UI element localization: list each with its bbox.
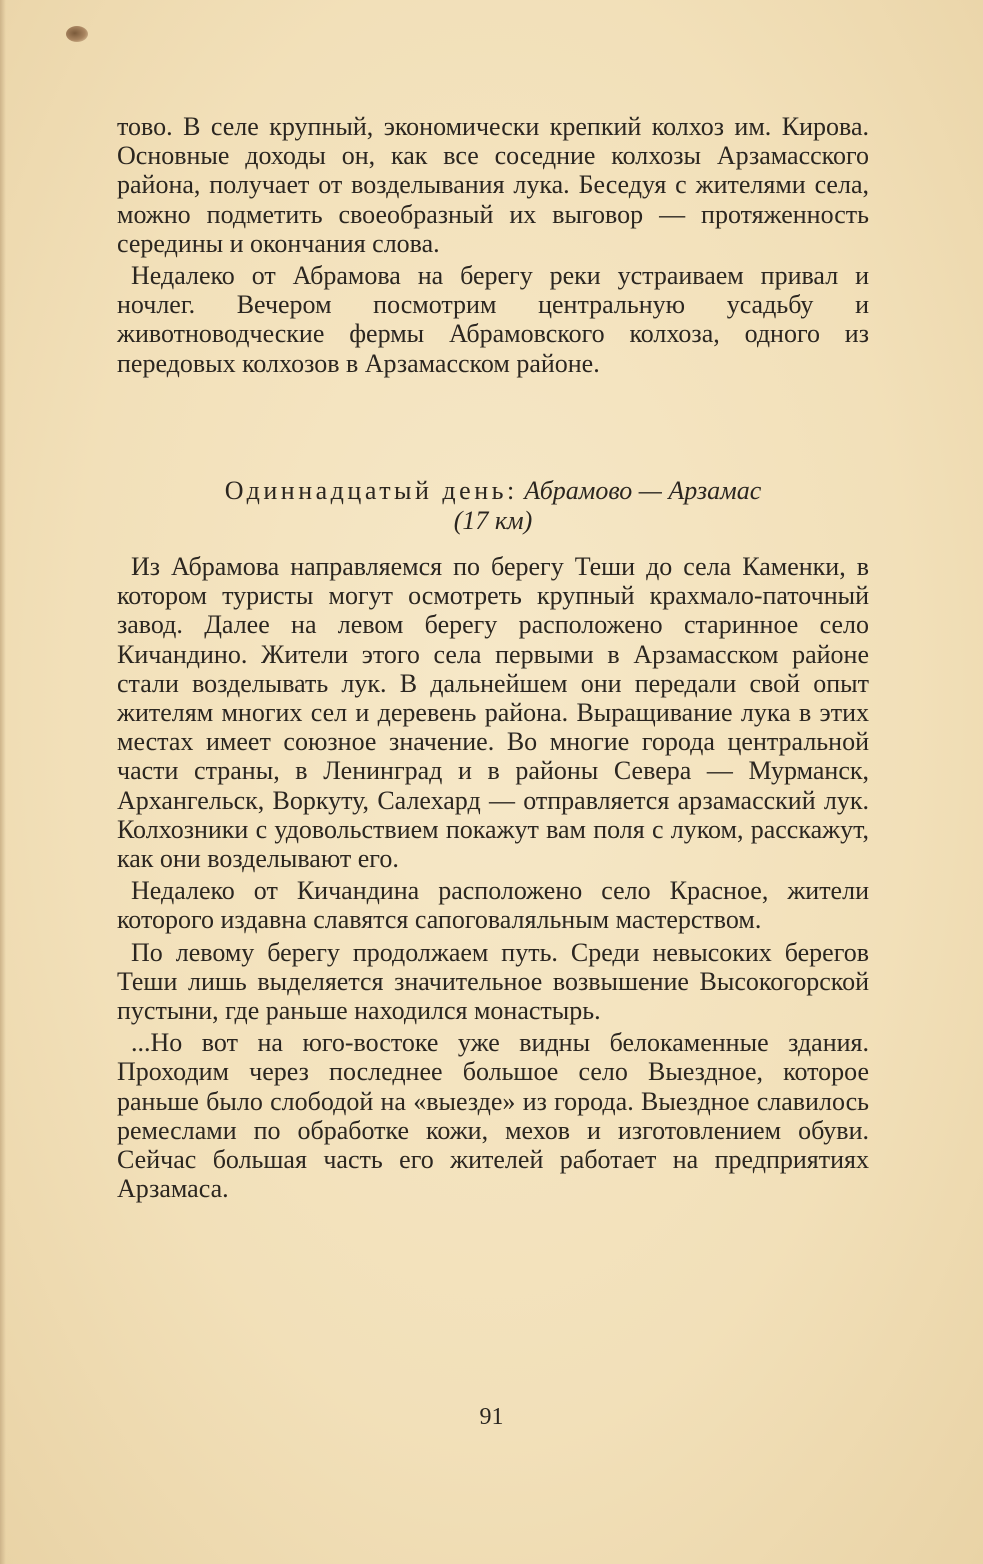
text-block-top bbox=[117, 112, 869, 381]
heading-day: Одиннадцатый день: bbox=[224, 476, 518, 505]
text-block-bottom bbox=[117, 552, 869, 1206]
paragraph-2: Недалеко от Абрамова на берегу реки устраиваем привал и ночлег. Вечером посмотрим центральную усадьбу и животноводческие фермы Абрамовского колхоза, одного из передовых колхозов в Арзамасском районе. bbox=[117, 261, 869, 378]
heading-route: Абрамово — Арзамас bbox=[524, 476, 762, 505]
paragraph-4: Недалеко от Кичандина расположено село Красное, жители которого издавна славятся сапоговаляльным мастерством. bbox=[117, 876, 869, 935]
stain-spot bbox=[66, 26, 88, 42]
paragraph-3: Из Абрамова направляемся по берегу Теши до села Каменки, в котором туристы могут осмотреть крупный крахмало-паточный завод. Далее на левом берегу расположено старинное село Кичандино. Жители этого села первыми в Арзамасском районе стали возделывать лук. В дальнейшем они передали свой опыт жителям многих сел и деревень района. Выращивание лука в этих местах имеет союзное значение. Во многие города центральной части страны, в Ленинград и в районы Севера — Мурманск, Архангельск, Воркуту, Салехард — отправляется арзамасский лук. Колхозники с удовольствием покажут вам поля с луком, расскажут, как они возделывают его. bbox=[117, 552, 869, 874]
section-heading bbox=[117, 476, 869, 536]
paragraph-6: ...Но вот на юго-востоке уже видны белокаменные здания. Проходим через последнее большое село Выездное, которое раньше было слободой на «выезде» из города. Выездное славилось ремеслами по обработке кожи, мехов и изготовлением обуви. Сейчас большая часть его жителей работает на предприятиях Арзамаса. bbox=[117, 1028, 869, 1204]
heading-distance: (17 км) bbox=[453, 506, 533, 535]
page-edge-shadow bbox=[0, 0, 6, 1564]
paragraph-1: тово. В селе крупный, экономически крепкий колхоз им. Кирова. Основные доходы он, как все соседние колхозы Арзамасского района, получает от возделывания лука. Беседуя с жителями села, можно подметить своеобразный их выговор — протяженность середины и окончания слова. bbox=[117, 112, 869, 258]
page-number: 91 bbox=[479, 1404, 504, 1430]
paragraph-5: По левому берегу продолжаем путь. Среди невысоких берегов Теши лишь выделяется значительное возвышение Высокогорской пустыни, где раньше находился монастырь. bbox=[117, 937, 869, 1026]
